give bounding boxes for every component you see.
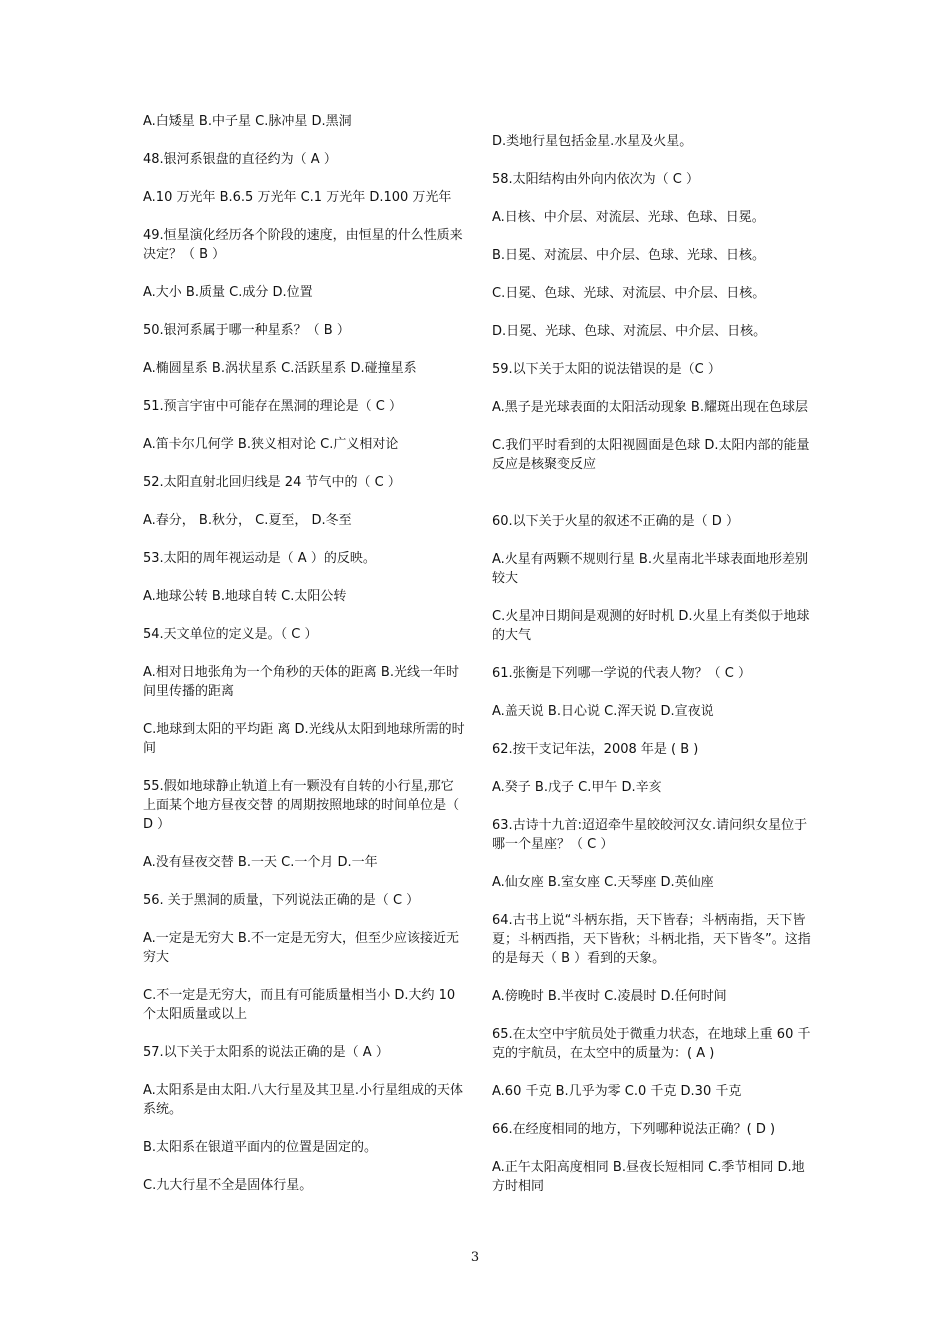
text-paragraph: A.椭圆星系 B.涡状星系 C.活跃星系 D.碰撞星系 [143, 361, 417, 376]
text-paragraph: C.我们平时看到的太阳视圆面是色球 D.太阳内部的能量反应是核聚变反应 [492, 438, 810, 472]
text-paragraph: C.地球到太阳的平均距 离 D.光线从太阳到地球所需的时间 [143, 722, 465, 756]
text-paragraph: 51.预言宇宙中可能存在黑洞的理论是（ C ） [143, 399, 403, 414]
text-paragraph: C.不一定是无穷大，而且有可能质量相当小 D.大约 10 个太阳质量或以上 [143, 988, 456, 1022]
blank-line [492, 493, 814, 512]
right-column-part-2 [492, 512, 814, 1196]
text-paragraph: 60.以下关于火星的叙述不正确的是（ D ） [492, 514, 739, 529]
text-paragraph: 48.银河系银盘的直径约为（ A ） [143, 152, 337, 167]
text-paragraph: A.盖天说 B.日心说 C.浑天说 D.宣夜说 [492, 704, 714, 719]
text-paragraph: A.火星有两颗不规则行星 B.火星南北半球表面地形差别较大 [492, 552, 808, 586]
text-paragraph: A.没有昼夜交替 B.一天 C.一个月 D.一年 [143, 855, 378, 870]
text-paragraph: A.笛卡尔几何学 B.狭义相对论 C.广义相对论 [143, 437, 399, 452]
text-paragraph: 49.恒星演化经历各个阶段的速度，由恒星的什么性质来决定？（ B ） [143, 228, 463, 262]
text-paragraph: A.癸子 B.戊子 C.甲午 D.辛亥 [492, 780, 662, 795]
text-paragraph: C.火星冲日期间是观测的好时机 D.火星上有类似于地球的大气 [492, 609, 810, 643]
text-paragraph: 52.太阳直射北回归线是 24 节气中的（ C ） [143, 475, 401, 490]
text-paragraph: 66.在经度相同的地方，下列哪种说法正确？( D ) [492, 1122, 776, 1137]
text-paragraph: A.一定是无穷大 B.不一定是无穷大，但至少应该接近无穷大 [143, 931, 459, 965]
text-paragraph: 54.天文单位的定义是。（ C ） [143, 627, 318, 642]
text-paragraph: 61.张衡是下列哪一学说的代表人物？（ C ） [492, 666, 752, 681]
text-paragraph: A.正午太阳高度相同 B.昼夜长短相同 C.季节相同 D.地方时相同 [492, 1160, 805, 1194]
text-paragraph: 58.太阳结构由外向内依次为（ C ） [492, 172, 700, 187]
text-paragraph: A.相对日地张角为一个角秒的天体的距离 B.光线一年时间里传播的距离 [143, 665, 459, 699]
text-paragraph: D.类地行星包括金星.水星及火星。 [492, 134, 693, 149]
text-paragraph: A.白矮星 B.中子星 C.脉冲星 D.黑洞 [143, 114, 352, 129]
text-paragraph: B.日冕、对流层、中介层、色球、光球、日核。 [492, 248, 766, 263]
text-paragraph: 59.以下关于太阳的说法错误的是（C ） [492, 362, 721, 377]
text-paragraph: B.太阳系在银道平面内的位置是固定的。 [143, 1140, 378, 1155]
text-paragraph: A.60 千克 B.几乎为零 C.0 千克 D.30 千克 [492, 1084, 742, 1099]
text-paragraph: C.日冕、色球、光球、对流层、中介层、日核。 [492, 286, 766, 301]
text-paragraph: A.大小 B.质量 C.成分 D.位置 [143, 285, 313, 300]
text-paragraph: 57.以下关于太阳系的说法正确的是（ A ） [143, 1045, 389, 1060]
text-paragraph: A.地球公转 B.地球自转 C.太阳公转 [143, 589, 347, 604]
text-paragraph: A.太阳系是由太阳.八大行星及其卫星.小行星组成的天体系统。 [143, 1083, 464, 1117]
left-column [143, 112, 465, 1214]
text-paragraph: A.傍晚时 B.半夜时 C.凌晨时 D.任何时间 [492, 989, 727, 1004]
text-paragraph: 62.按干支记年法，2008 年是 ( B ) [492, 742, 699, 757]
text-paragraph: D.日冕、光球、色球、对流层、中介层、日核。 [492, 324, 767, 339]
right-column-part-1 [492, 132, 814, 474]
right-column [492, 132, 814, 1215]
text-paragraph: A.黑子是光球表面的太阳活动现象 B.耀斑出现在色球层 [492, 400, 808, 415]
text-paragraph: A.仙女座 B.室女座 C.天琴座 D.英仙座 [492, 875, 714, 890]
text-paragraph: A.春分， B.秋分， C.夏至， D.冬至 [143, 513, 352, 528]
text-paragraph: A.10 万光年 B.6.5 万光年 C.1 万光年 D.100 万光年 [143, 190, 452, 205]
text-paragraph: 56. 关于黑洞的质量，下列说法正确的是（ C ） [143, 893, 420, 908]
text-paragraph: 63.古诗十九首:迢迢牵牛星皎皎河汉女.请问织女星位于哪一个星座？（ C ） [492, 818, 808, 852]
text-paragraph: 53.太阳的周年视运动是（ A ）的反映。 [143, 551, 376, 566]
text-paragraph: C.九大行星不全是固体行星。 [143, 1178, 313, 1193]
text-paragraph: A.日核、中介层、对流层、光球、色球、日冕。 [492, 210, 765, 225]
page-number: 3 [470, 1250, 480, 1265]
text-paragraph: 65.在太空中宇航员处于微重力状态，在地球上重 60 千克的宇航员，在太空中的质量为：( A ) [492, 1027, 811, 1061]
text-paragraph: 55.假如地球静止轨道上有一颗没有自转的小行星,那它上面某个地方昼夜交替 的周期按照地球的时间单位是（ D ） [143, 779, 460, 832]
text-paragraph: 50.银河系属于哪一种星系？（ B ） [143, 323, 350, 338]
text-paragraph: 64.古书上说“斗柄东指，天下皆春；斗柄南指，天下皆夏；斗柄西指，天下皆秋；斗柄北指，天下皆冬”。这指的是每天（ B ）看到的天象。 [492, 913, 811, 966]
